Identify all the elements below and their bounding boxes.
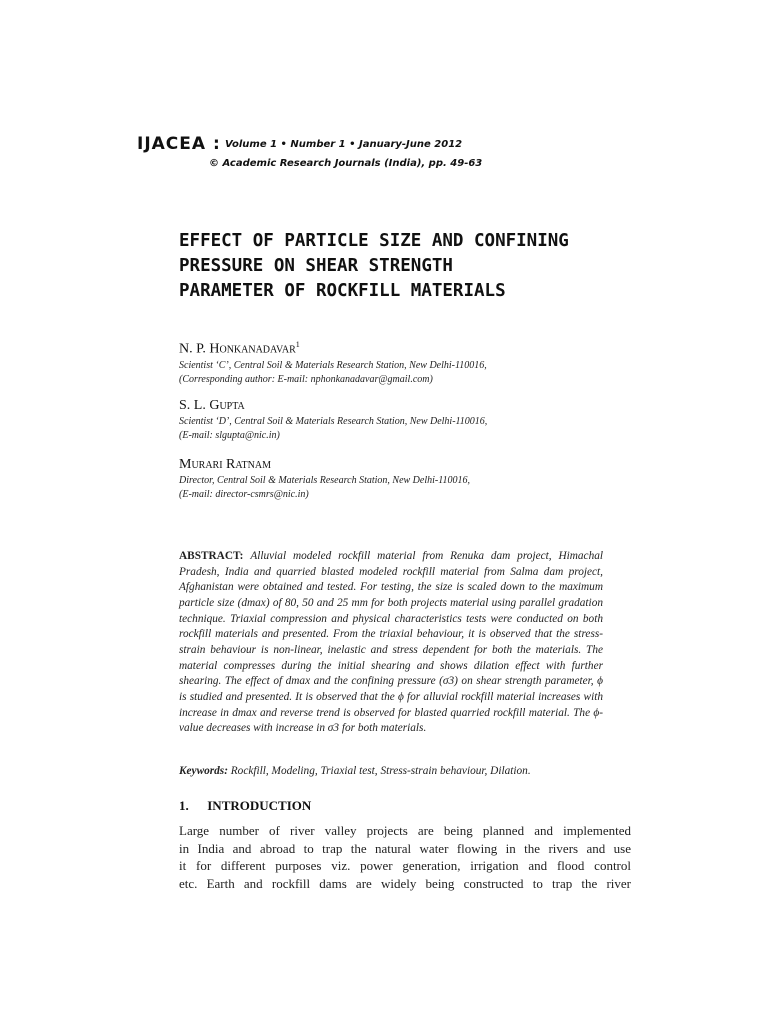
author-name	[179, 336, 639, 359]
paper-title	[179, 229, 599, 304]
journal-header	[137, 134, 463, 154]
author-footnote-mark: 1	[295, 340, 300, 349]
author-affiliation: Scientist ‘C’, Central Soil & Materials Research Station, New Delhi-110016,	[179, 359, 487, 371]
author-surname: Gupta	[209, 398, 245, 413]
author-affiliation: Director, Central Soil & Materials Research Station, New Delhi-110016,	[179, 475, 470, 486]
journal-name: IJACEA :	[137, 134, 221, 154]
author-block	[179, 456, 639, 502]
author-block	[179, 336, 639, 387]
author-initials: S. L.	[179, 398, 210, 413]
abstract	[179, 549, 603, 737]
title-line: PARAMETER OF ROCKFILL MATERIALS	[179, 281, 506, 301]
author-email: (Corresponding author: E-mail: nphonkanadavar@gmail.com)	[179, 373, 433, 385]
author-name	[179, 456, 639, 474]
introduction-text	[179, 822, 631, 892]
author-affiliation: Scientist ‘D’, Central Soil & Materials Research Station, New Delhi-110016,	[179, 416, 488, 427]
author-email: (E-mail: director-csmrs@nic.in)	[179, 489, 309, 500]
author-email: (E-mail: slgupta@nic.in)	[179, 430, 280, 441]
body-line: it for different purposes viz. power generation, irrigation and flood control	[179, 858, 631, 873]
body-line: in India and abroad to trap the natural water flowing in the rivers and use	[179, 840, 631, 856]
body-line: Large number of river valley projects are being planned and implemented	[179, 823, 631, 838]
copyright-line: © Academic Research Journals (India), pp. 49-63	[209, 158, 483, 169]
author-name	[179, 397, 639, 415]
author-surname: Honkanadavar	[209, 341, 296, 357]
section-title: INTRODUCTION	[207, 798, 312, 813]
section-number: 1.	[179, 798, 189, 813]
author-block	[179, 397, 639, 443]
keywords-label: Keywords:	[179, 765, 228, 777]
title-line: EFFECT OF PARTICLE SIZE AND CONFINING	[179, 231, 569, 251]
title-line: PRESSURE ON SHEAR STRENGTH	[179, 256, 453, 276]
section-heading	[179, 798, 311, 814]
keywords-text: Rockfill, Modeling, Triaxial test, Stress-strain behaviour, Dilation.	[227, 765, 531, 777]
author-initials: N. P.	[179, 341, 210, 357]
issue-info: Volume 1 • Number 1 • January-June 2012	[225, 139, 463, 150]
abstract-text: Alluvial modeled rockfill material from Renuka dam project, Himachal Pradesh, India and quarried blasted modeled rockfill material from Salma dam project, Afghanistan were obtained and tested. For testing, the size is scaled down to the maximum particle size (dmax) of 80, 50 and 25 mm for both projects material using parallel gradation technique. Triaxial compression and physical characteristics tests were conducted on both rockfill materials and presented. From the triaxial behaviour, it is observed that the stress-strain behaviour is non-linear, inelastic and stress dependent for both the materials. The material compresses during the initial shearing and shows dilation effect with further shearing. The effect of dmax and the confining pressure (σ3) on shear strength parameter, ϕ is studied and presented. It is observed that the ϕ for alluvial rockfill material increases with increase in dmax and reverse trend is observed for blasted quarried rockfill material. The ϕ-value decreases with increase in σ3 for both materials.	[179, 550, 604, 735]
keywords	[179, 765, 609, 777]
body-line: etc. Earth and rockfill dams are widely being constructed to trap the river	[179, 875, 631, 891]
author-surname: Murari Ratnam	[179, 457, 271, 472]
abstract-label: ABSTRACT:	[179, 550, 244, 562]
